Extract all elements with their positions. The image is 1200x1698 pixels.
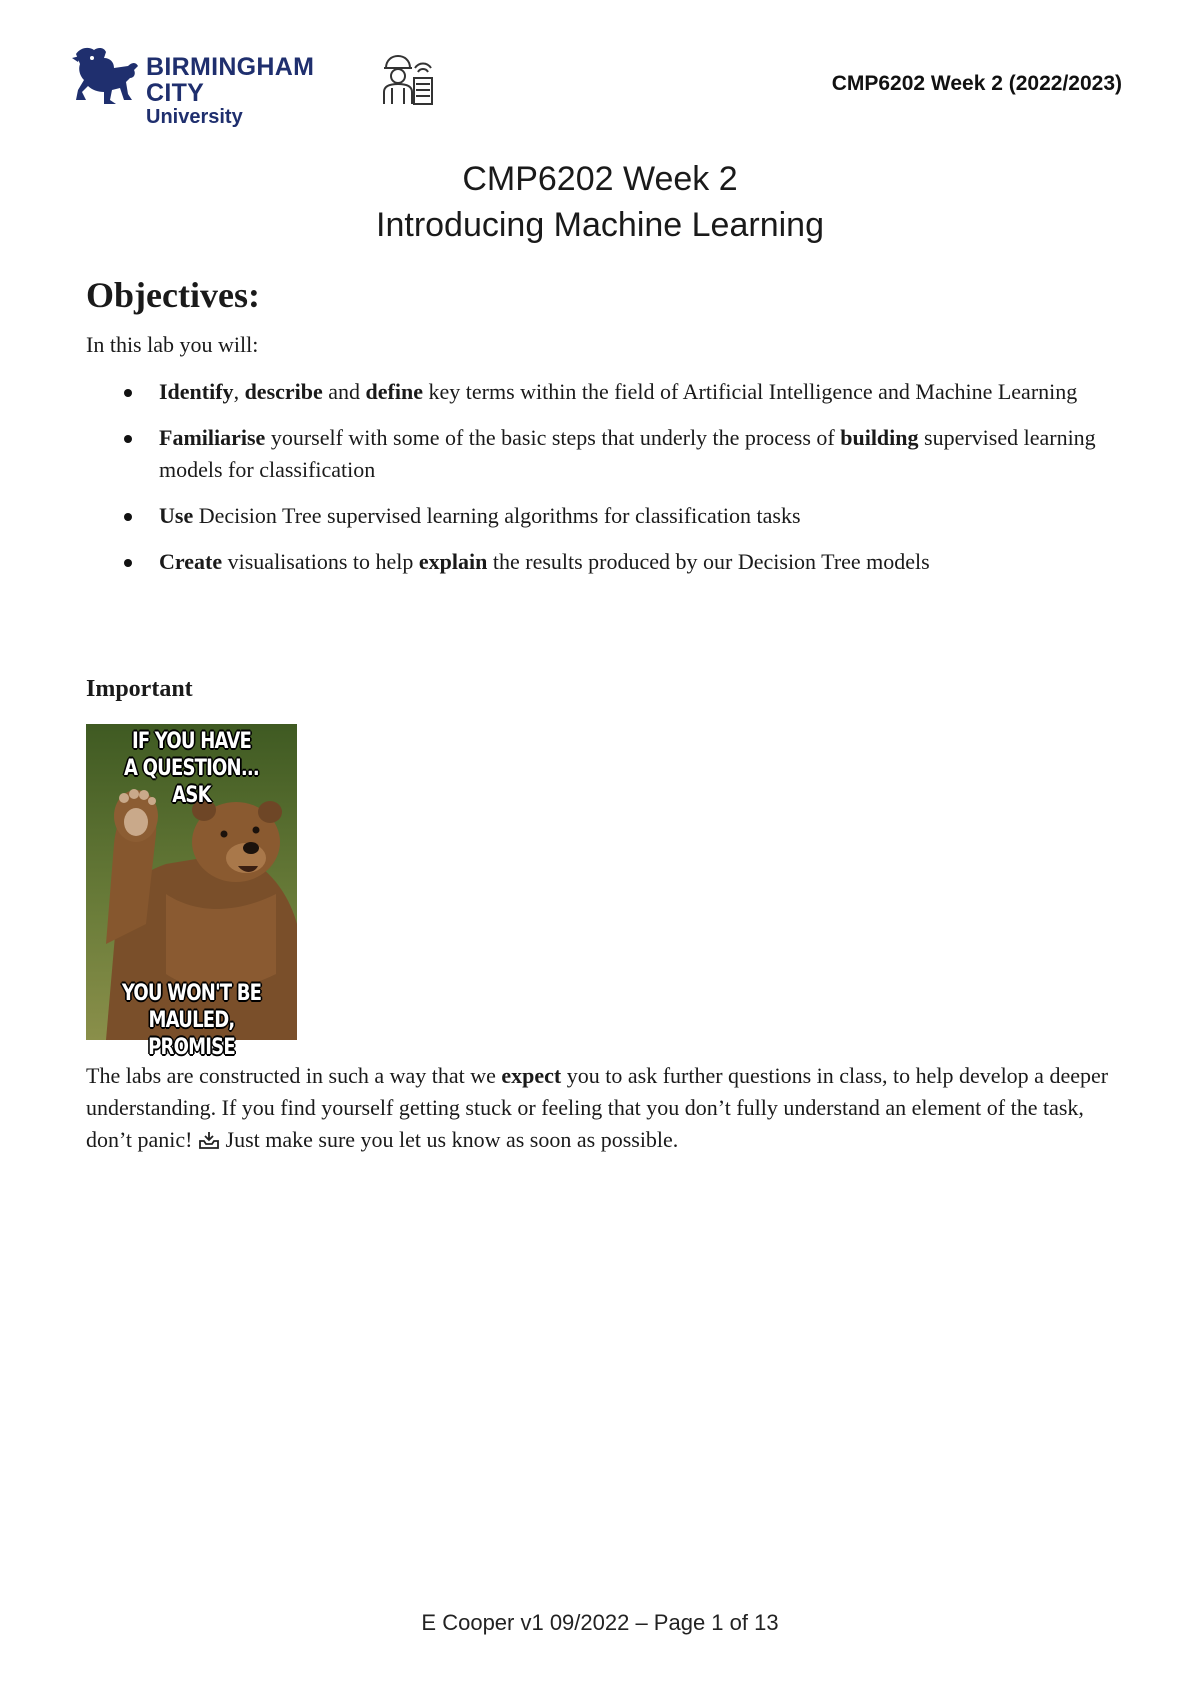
objective-item	[86, 546, 1116, 578]
objective-text: and	[322, 379, 366, 404]
objective-text: Decision Tree supervised learning algorithms for classification tasks	[193, 503, 801, 528]
title-line-2: Introducing Machine Learning	[376, 206, 824, 244]
inbox-tray-icon	[198, 1130, 220, 1150]
course-code-header: CMP6202 Week 2 (2022/2023)	[831, 72, 1122, 95]
meme-bottom-line-1: YOU WON'T BE	[121, 981, 262, 1006]
engineer-icon	[378, 52, 436, 106]
objective-text: key terms within the field of Artificial Intelligence and Machine Learning	[422, 379, 1078, 404]
objective-text: supervised learning models for classification	[159, 425, 1096, 482]
meme-bottom-caption	[105, 980, 278, 1061]
title-line-1: CMP6202 Week 2	[462, 160, 738, 198]
important-heading: Important	[86, 676, 193, 702]
objective-item	[86, 422, 1116, 486]
objective-item	[86, 376, 1116, 408]
objective-keyword: Identify	[159, 379, 234, 404]
objective-text: yourself with some of the basic steps that underly the process of	[265, 425, 841, 450]
objective-keyword: define	[365, 379, 423, 404]
meme-top-line-1: IF YOU HAVE	[131, 729, 252, 754]
bear-meme-image	[86, 724, 297, 1060]
logo-name-line2: University	[146, 106, 243, 128]
meme-bottom-line-2: MAULED, PROMISE	[148, 1008, 235, 1060]
paragraph-text: The labs are constructed in such a way that we	[86, 1063, 502, 1088]
objectives-heading: Objectives:	[86, 275, 260, 315]
meme-top-line-2: A QUESTION... ASK	[124, 756, 259, 808]
objective-keyword: Create	[159, 549, 223, 574]
objective-keyword: Use	[159, 503, 194, 528]
objective-text: the results produced by our Decision Tree models	[487, 549, 930, 574]
bullet-icon	[124, 389, 132, 397]
objective-keyword: Familiarise	[159, 425, 266, 450]
bullet-icon	[124, 513, 132, 521]
objectives-intro: In this lab you will:	[86, 332, 259, 357]
paragraph-text: Just make sure you let us know as soon as possible.	[220, 1127, 679, 1152]
objectives-list	[86, 376, 1116, 592]
logo-name-line1: BIRMINGHAM CITY	[146, 53, 315, 107]
lion-crest-icon	[70, 44, 140, 106]
objective-text: ,	[233, 379, 245, 404]
objective-keyword: describe	[244, 379, 323, 404]
meme-top-caption	[105, 728, 278, 809]
bullet-icon	[124, 559, 132, 567]
paragraph-text: you to ask further questions in class, to help develop a deeper understanding. If you find yourself getting stuck or feeling that you don’t fully understand an element of the task, don’t panic!	[86, 1063, 1109, 1152]
objective-item	[86, 500, 1116, 532]
objective-keyword: explain	[418, 549, 488, 574]
document-title	[0, 156, 1200, 248]
university-logo	[70, 44, 370, 128]
objective-keyword: building	[840, 425, 919, 450]
bullet-icon	[124, 435, 132, 443]
paragraph-keyword: expect	[501, 1063, 562, 1088]
important-paragraph	[86, 1060, 1116, 1156]
objective-text: visualisations to help	[222, 549, 419, 574]
page-footer: E Cooper v1 09/2022 – Page 1 of 13	[421, 1610, 779, 1635]
